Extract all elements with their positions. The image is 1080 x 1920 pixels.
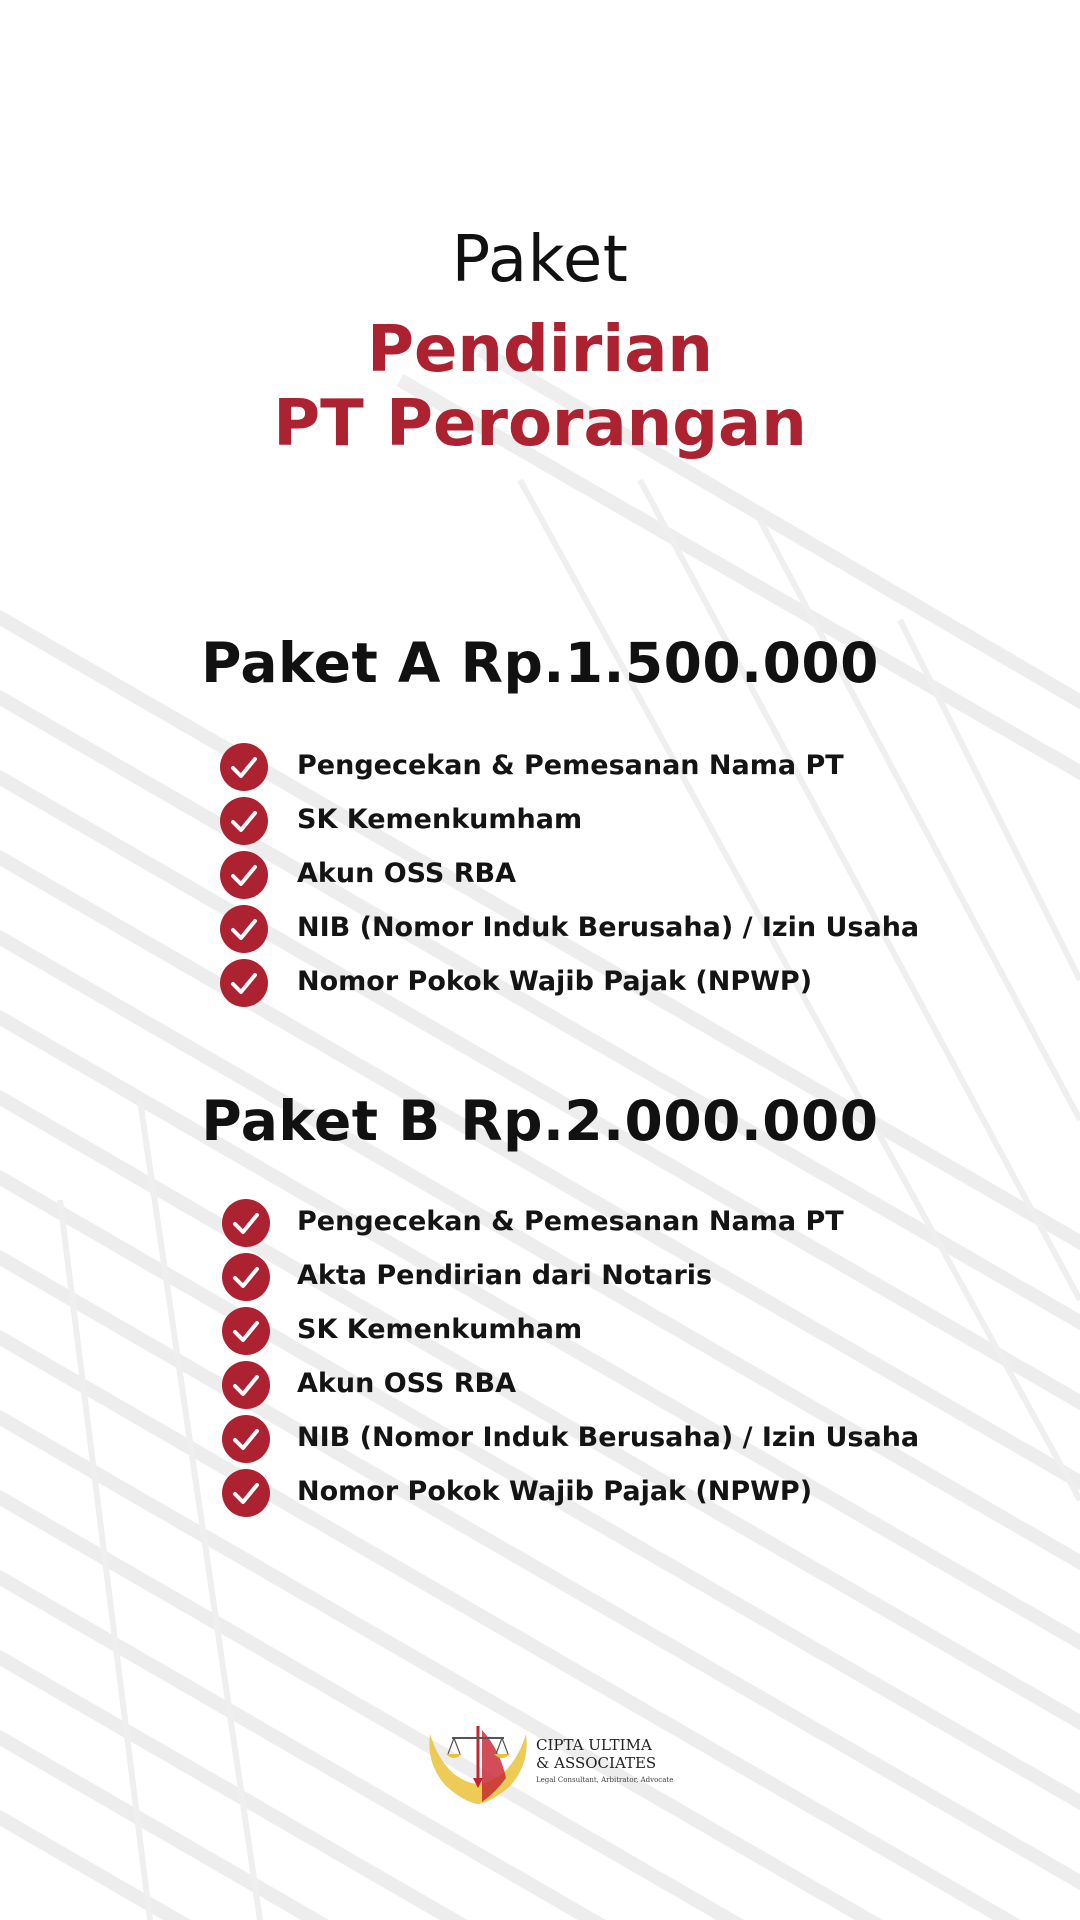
- list-item-label: SK Kemenkumham: [297, 1314, 583, 1345]
- list-item-label: Nomor Pokok Wajib Pajak (NPWP): [297, 966, 813, 997]
- list-item: [0, 1250, 1080, 1304]
- list-item-label: Pengecekan & Pemesanan Nama PT: [297, 1206, 844, 1237]
- check-circle-icon: [220, 851, 268, 899]
- list-item: [0, 1466, 1080, 1520]
- list-item: [0, 794, 1080, 848]
- list-item: [0, 1304, 1080, 1358]
- list-item: [0, 1358, 1080, 1412]
- logo-name-line-1: CIPTA ULTIMA: [536, 1736, 652, 1754]
- list-item: [0, 1412, 1080, 1466]
- list-item-label: Akta Pendirian dari Notaris: [297, 1260, 713, 1291]
- header-line-3: PT Perorangan: [273, 387, 807, 461]
- list-item: [0, 848, 1080, 902]
- list-item: [0, 740, 1080, 794]
- package-a-title: Paket A Rp.1.500.000: [201, 631, 879, 695]
- check-circle-icon: [220, 905, 268, 953]
- list-item-label: Nomor Pokok Wajib Pajak (NPWP): [297, 1476, 813, 1507]
- list-item: [0, 902, 1080, 956]
- list-item-label: Akun OSS RBA: [297, 858, 516, 889]
- check-circle-icon: [222, 1415, 270, 1463]
- check-circle-icon: [222, 1307, 270, 1355]
- list-item: [0, 1196, 1080, 1250]
- company-logo: [424, 1720, 674, 1806]
- check-circle-icon: [222, 1199, 270, 1247]
- header-line-1: Paket: [451, 223, 629, 297]
- list-item-label: SK Kemenkumham: [297, 804, 583, 835]
- logo-tagline: Legal Consultant, Arbitrator, Advocate: [536, 1776, 674, 1784]
- list-item: [0, 956, 1080, 1010]
- package-a-list: [0, 740, 1080, 1010]
- check-circle-icon: [220, 743, 268, 791]
- list-item-label: NIB (Nomor Induk Berusaha) / Izin Usaha: [297, 1422, 920, 1453]
- package-b-list: [0, 1196, 1080, 1520]
- scales-of-justice-icon: [424, 1720, 532, 1806]
- check-circle-icon: [222, 1253, 270, 1301]
- list-item-label: Akun OSS RBA: [297, 1368, 516, 1399]
- package-b-title: Paket B Rp.2.000.000: [201, 1089, 879, 1153]
- check-circle-icon: [222, 1361, 270, 1409]
- logo-name-line-2: & ASSOCIATES: [536, 1754, 657, 1772]
- check-circle-icon: [222, 1469, 270, 1517]
- check-circle-icon: [220, 797, 268, 845]
- check-circle-icon: [220, 959, 268, 1007]
- list-item-label: Pengecekan & Pemesanan Nama PT: [297, 750, 844, 781]
- header-line-2: Pendirian: [367, 313, 713, 387]
- list-item-label: NIB (Nomor Induk Berusaha) / Izin Usaha: [297, 912, 920, 943]
